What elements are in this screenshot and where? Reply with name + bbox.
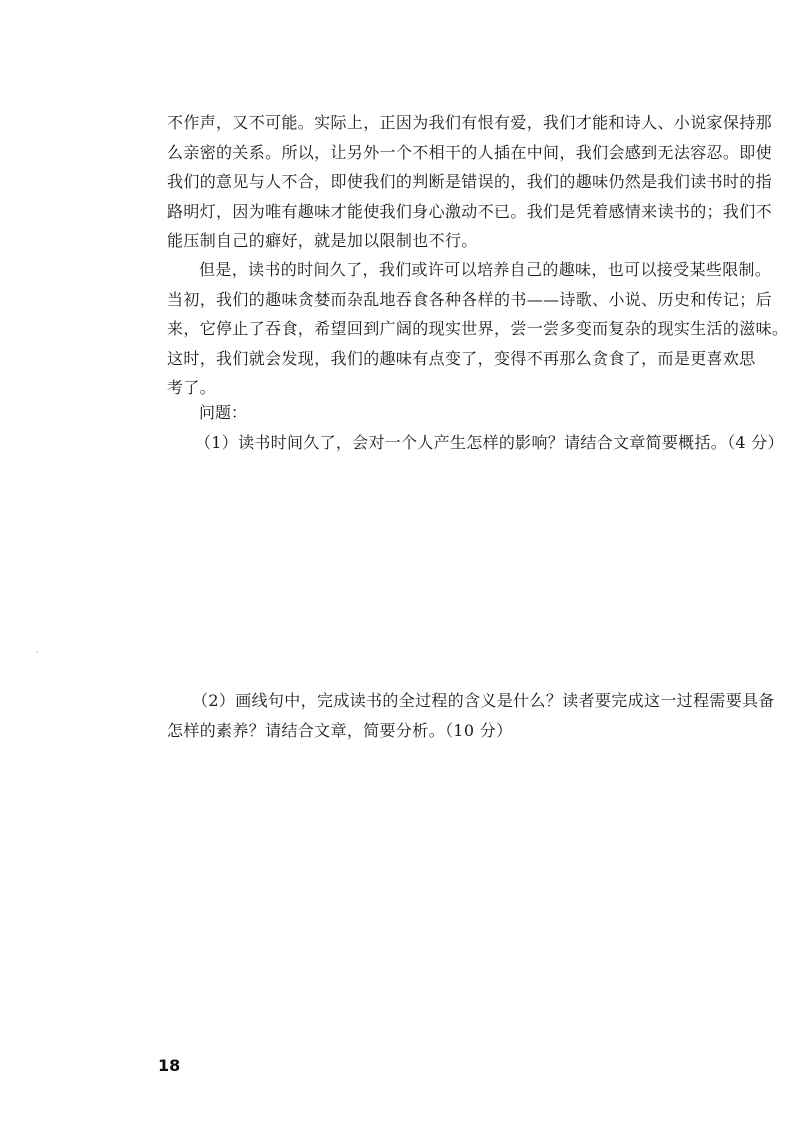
scan-speck bbox=[36, 651, 38, 653]
paragraph-line: 考了。 bbox=[167, 378, 217, 397]
questions-label: 问题： bbox=[199, 403, 248, 422]
question-2 bbox=[167, 686, 775, 745]
paragraph-line: 不作声，又不可能。实际上，正因为我们有恨有爱，我们才能和诗人、小说家保持那 bbox=[167, 113, 772, 132]
paragraph-line: 路明灯，因为唯有趣味才能使我们身心激动不已。我们是凭着感情来读书的；我们不 bbox=[167, 201, 772, 221]
question-2-line: 怎样的素养？请结合文章，简要分析。（10 分） bbox=[167, 720, 513, 740]
paragraph-line: 我们的意见与人不合，即使我们的判断是错误的，我们的趣味仍然是我们读书时的指 bbox=[167, 172, 772, 191]
paragraph-2 bbox=[167, 255, 789, 403]
page-number: 18 bbox=[158, 1056, 181, 1075]
paragraph-line: 来，它停止了吞食，希望回到广阔的现实世界，尝一尝多变而复杂的现实生活的滋味。 bbox=[167, 319, 789, 338]
paragraph-line: 但是，读书的时间久了，我们或许可以培养自己的趣味，也可以接受某些限制。 bbox=[199, 260, 772, 279]
question-1: （1）读书时间久了，会对一个人产生怎样的影响？请结合文章简要概括。（4 分） bbox=[195, 433, 784, 452]
paragraph-1 bbox=[167, 108, 772, 256]
paragraph-line: 这时，我们就会发现，我们的趣味有点变了，变得不再那么贪食了，而是更喜欢思 bbox=[167, 348, 756, 368]
paragraph-line: 么亲密的关系。所以，让另外一个不相干的人插在中间，我们会感到无法容忍。即使 bbox=[167, 142, 772, 162]
question-2-line: （2）画线句中，完成读书的全过程的含义是什么？读者要完成这一过程需要具备 bbox=[192, 691, 775, 710]
paragraph-line: 能压制自己的癖好，就是加以限制也不行。 bbox=[167, 231, 478, 250]
paragraph-line: 当初，我们的趣味贪婪而杂乱地吞食各种各样的书——诗歌、小说、历史和传记；后 bbox=[167, 289, 772, 309]
